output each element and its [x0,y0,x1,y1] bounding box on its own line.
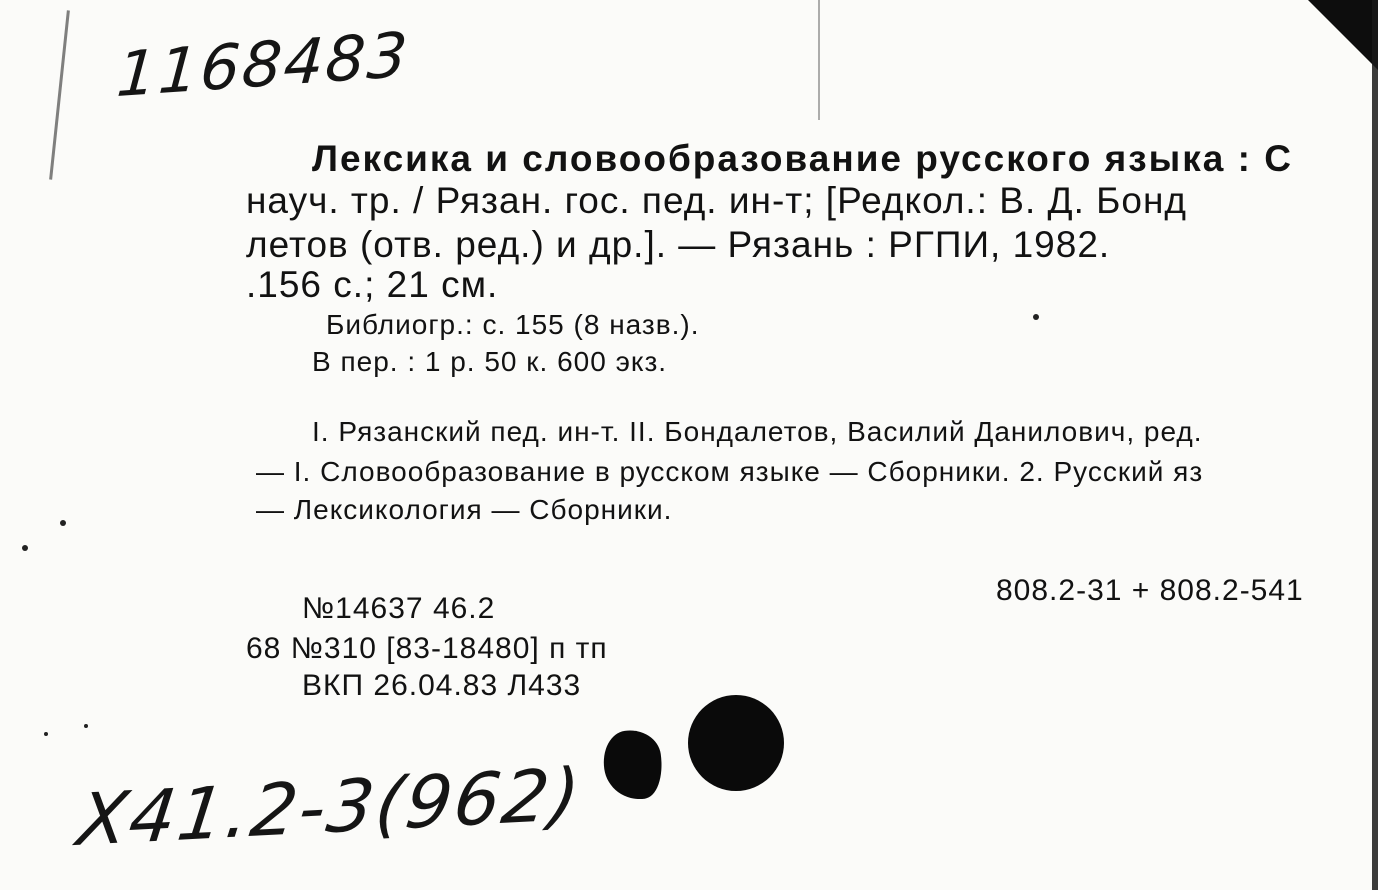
price-and-print-run: В пер. : 1 р. 50 к. 600 экз. [312,346,668,377]
subject-headings-line-1: I. Рязанский пед. ин-т. II. Бондалетов, Василий Данилович, ред. [312,416,1203,447]
udc-classification: 808.2-31 + 808.2-541 [996,574,1304,607]
record-line-2: науч. тр. / Рязан. гос. пед. ин-т; [Редкол.: В. Д. Бонд [246,180,1188,221]
subject-headings-line-2: — I. Словообразование в русском языке — Сборники. 2. Русский яз [256,456,1204,487]
handwritten-shelf-code: Х41.2-3(962) [72,751,587,863]
top-fold-line [818,0,820,120]
handwritten-accession-number: 1168483 [114,17,412,112]
order-number: 68 №310 [83-18480] п тп [246,632,608,665]
vkp-stamp: ВКП 26.04.83 Л433 [302,669,582,702]
dark-corner [1308,0,1378,70]
speck [1033,314,1039,320]
left-edge-mark [49,10,70,179]
speck [60,520,66,526]
subject-headings-line-3: — Лексикология — Сборники. [256,494,673,525]
card-number: №14637 46.2 [302,592,496,625]
ink-blot-irregular [599,726,666,803]
speck [84,724,88,728]
record-line-3: летов (отв. ред.) и др.]. — Рязань : РГПИ, 1982. [246,224,1111,265]
bibliography-note: Библиогр.: с. 155 (8 назв.). [326,309,700,340]
right-edge-shadow [1372,0,1378,890]
ink-blot-round [688,695,784,791]
record-line-4: .156 с.; 21 см. [246,264,499,305]
record-title: Лексика и словообразование русского языка : С [312,138,1293,179]
speck [44,732,48,736]
speck [22,545,28,551]
